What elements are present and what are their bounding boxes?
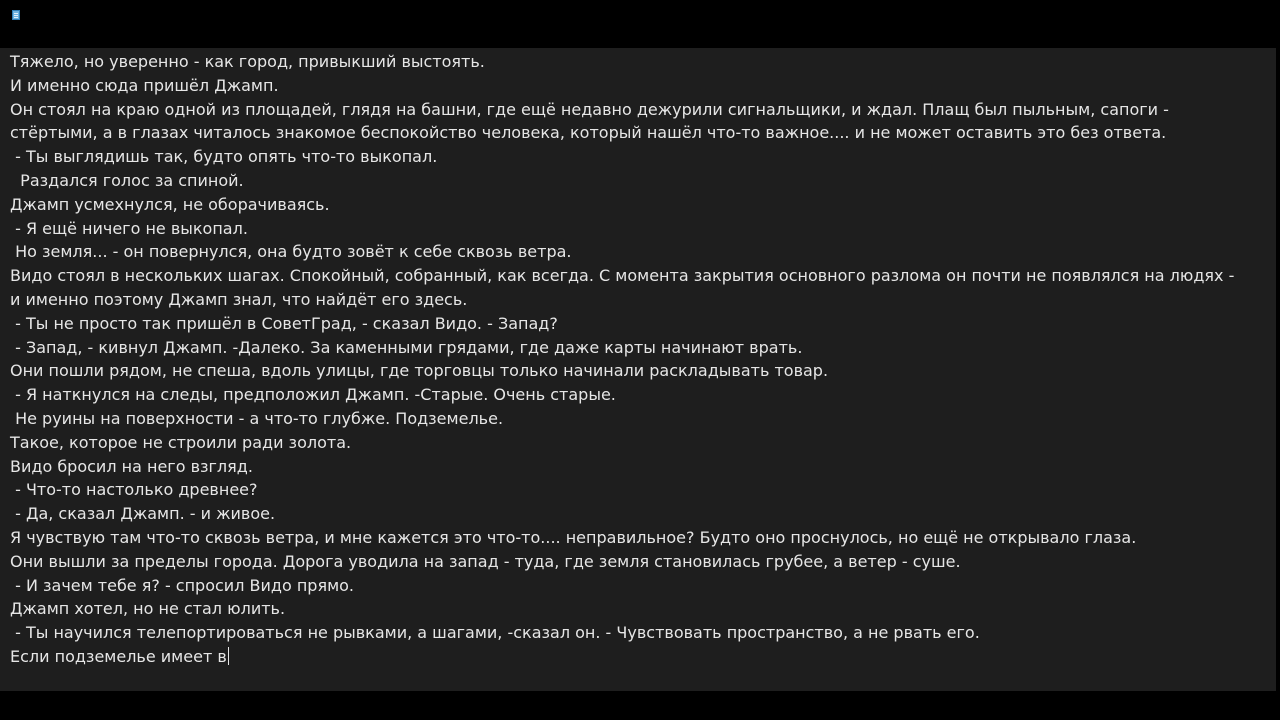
text-line: Он стоял на краю одной из площадей, глядя на башни, где ещё недавно дежурили сигнальщики, и ждал. Плащ был пыльным, сапоги - стёртыми, а в глазах читалось знакомое беспокойство человека, который нашёл что-то важное.... и не может оставить это без ответа. <box>10 99 1174 143</box>
text-line: Но земля... - он повернулся, она будто зовёт к себе сквозь ветра. <box>10 242 572 262</box>
text-line: - Что-то настолько древнее? <box>10 480 258 500</box>
text-line: Не руины на поверхности - а что-то глубже. Подземелье. <box>10 408 504 428</box>
text-line: Джамп усмехнулся, не оборачиваясь. <box>10 194 330 214</box>
text-cursor <box>228 647 229 665</box>
text-line: - Ты не просто так пришёл в СоветГрад, - сказал Видо. - Запад? <box>10 313 558 333</box>
text-line: Такое, которое не строили ради золота. <box>10 432 352 452</box>
text-line: Они вышли за пределы города. Дорога уводила на запад - туда, где земля становилась грубее, а ветер - суше. <box>10 551 961 571</box>
text-line: Я чувствую там что-то сквозь ветра, и мне кажется это что-то.... неправильное? Будто оно проснулось, но ещё не открывало глаза. <box>10 527 1137 547</box>
text-line: Тяжело, но уверенно - как город, привыкший выстоять. <box>10 52 485 71</box>
text-line: - И зачем тебе я? - спросил Видо прямо. <box>10 575 355 595</box>
text-line: Раздался голос за спиной. <box>10 170 244 190</box>
text-line: Видо стоял в нескольких шагах. Спокойный, собранный, как всегда. С момента закрытия основного разлома он почти не появлялся на людях - и именно поэтому Джамп знал, что найдёт его здесь. <box>10 266 1240 309</box>
text-line: Видо бросил на него взгляд. <box>10 456 253 476</box>
text-line: Джамп хотел, но не стал юлить. <box>10 599 286 619</box>
text-line: - Ты научился телепортироваться не рывками, а шагами, -сказал он. - Чувствовать пространство, а не рвать его. <box>10 623 980 643</box>
text-line: - Ты выглядишь так, будто опять что-то выкопал. <box>10 147 438 167</box>
notepad-icon[interactable] <box>12 10 20 20</box>
text-line: - Я наткнулся на следы, предположил Джамп. -Старые. Очень старые. <box>10 385 616 405</box>
text-line: И именно сюда пришёл Джамп. <box>10 75 279 95</box>
text-line: - Да, сказал Джамп. - и живое. <box>10 504 276 524</box>
text-line: - Запад, - кивнул Джамп. -Далеко. За каменными грядами, где даже карты начинают врать. <box>10 337 803 357</box>
text-line: - Я ещё ничего не выкопал. <box>10 218 248 238</box>
last-text-line <box>10 645 1242 669</box>
title-bar <box>0 0 1280 48</box>
text-line: Они пошли рядом, не спеша, вдоль улицы, где торговцы только начинали раскладывать товар. <box>10 361 829 381</box>
status-bar <box>0 691 1280 720</box>
text-editor[interactable] <box>0 48 1276 691</box>
text-line: Если подземелье имеет в <box>10 646 227 666</box>
